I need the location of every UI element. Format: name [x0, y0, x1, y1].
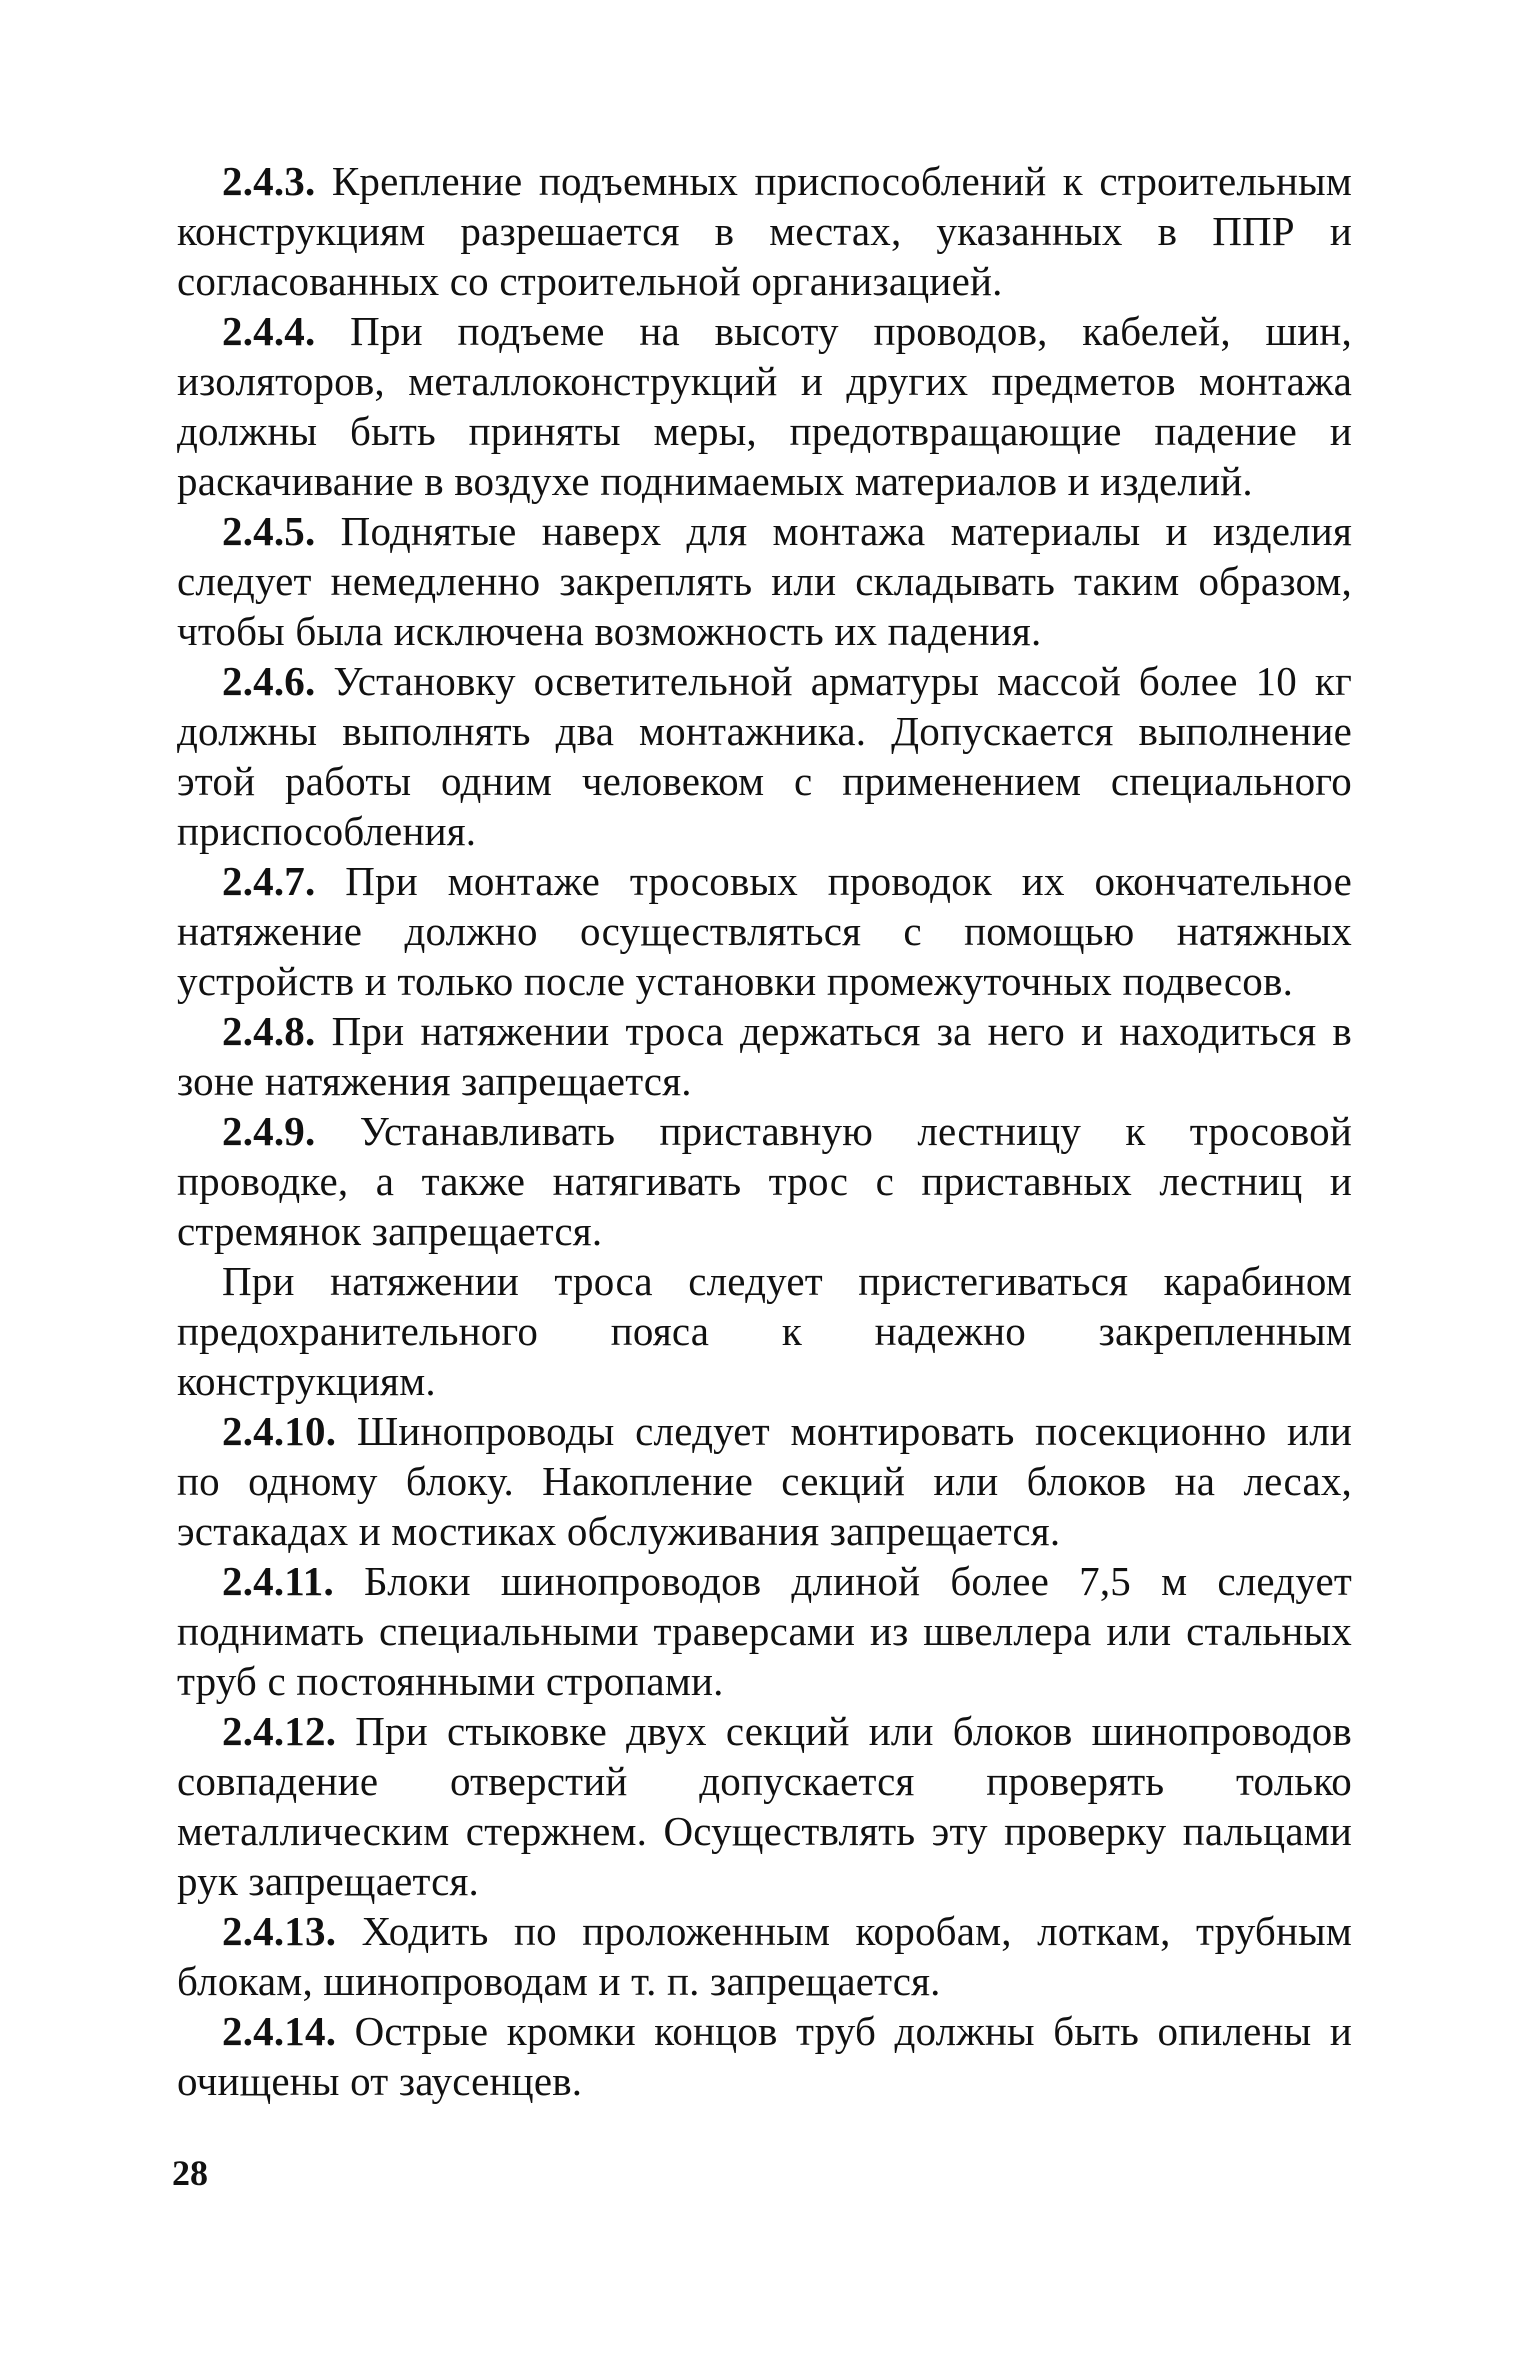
paragraph-2-4-7 — [177, 856, 1352, 1006]
paragraph-text: Крепление подъемных приспособлений к строительным конструкциям разрешается в местах, указанных в ППР и согласованных со строительной организацией. — [177, 158, 1352, 304]
clause-number: 2.4.4. — [222, 308, 316, 354]
clause-number: 2.4.3. — [222, 158, 316, 204]
clause-number: 2.4.14. — [222, 2008, 337, 2054]
paragraph-2-4-14 — [177, 2006, 1352, 2106]
paragraph-text: Острые кромки концов труб должны быть опилены и очищены от заусенцев. — [177, 2008, 1352, 2104]
paragraph-text: Поднятые наверх для монтажа материалы и изделия следует немедленно закреплять или складывать таким образом, чтобы была исключена возможность их падения. — [177, 508, 1352, 654]
paragraph-2-4-13 — [177, 1906, 1352, 2006]
paragraph-text: При натяжении троса держаться за него и находиться в зоне натяжения запрещается. — [177, 1008, 1352, 1104]
paragraph-2-4-8 — [177, 1006, 1352, 1106]
clause-number: 2.4.7. — [222, 858, 316, 904]
paragraph-2-4-9 — [177, 1106, 1352, 1256]
paragraph-2-4-4 — [177, 306, 1352, 506]
paragraph-text: Блоки шинопроводов длиной более 7,5 м следует поднимать специальными траверсами из швеллера или стальных труб с постоянными стропами. — [177, 1558, 1352, 1704]
paragraph-2-4-3 — [177, 156, 1352, 306]
clause-number: 2.4.9. — [222, 1108, 316, 1154]
paragraph-2-4-11 — [177, 1556, 1352, 1706]
clause-number: 2.4.12. — [222, 1708, 337, 1754]
clause-number: 2.4.6. — [222, 658, 316, 704]
paragraph-text: При монтаже тросовых проводок их окончательное натяжение должно осуществляться с помощью натяжных устройств и только после установки промежуточных подвесов. — [177, 858, 1352, 1004]
paragraph-text: Установку осветительной арматуры массой более 10 кг должны выполнять два монтажника. Допускается выполнение этой работы одним человеком с применением специального приспособления. — [177, 658, 1352, 854]
clause-number: 2.4.13. — [222, 1908, 337, 1954]
paragraph-2-4-12 — [177, 1706, 1352, 1906]
clause-number: 2.4.8. — [222, 1008, 316, 1054]
page-number: 28 — [172, 2153, 208, 2193]
body-text — [177, 156, 1352, 2106]
clause-number: 2.4.11. — [222, 1558, 334, 1604]
paragraph-text: Шинопроводы следует монтировать посекционно или по одному блоку. Накопление секций или блоков на лесах, эстакадах и мостиках обслуживания запрещается. — [177, 1408, 1352, 1554]
paragraph-text: Ходить по проложенным коробам, лоткам, трубным блокам, шинопроводам и т. п. запрещается. — [177, 1908, 1352, 2004]
paragraph-text: Устанавливать приставную лестницу к тросовой проводке, а также натягивать трос с приставных лестниц и стремянок запрещается. — [177, 1108, 1352, 1254]
clause-number: 2.4.10. — [222, 1408, 337, 1454]
paragraph-2-4-5 — [177, 506, 1352, 656]
paragraph-2-4-6 — [177, 656, 1352, 856]
paragraph-2-4-10 — [177, 1406, 1352, 1556]
paragraph-text: При стыковке двух секций или блоков шинопроводов совпадение отверстий допускается проверять только металлическим стержнем. Осуществлять эту проверку пальцами рук запрещается. — [177, 1708, 1352, 1904]
paragraph-text: При натяжении троса следует пристегиваться карабином предохранительного пояса к надежно закрепленным конструкциям. — [177, 1258, 1352, 1404]
paragraph-2-4-9-continued — [177, 1256, 1352, 1406]
clause-number: 2.4.5. — [222, 508, 316, 554]
paragraph-text: При подъеме на высоту проводов, кабелей, шин, изоляторов, металлоконструкций и других предметов монтажа должны быть приняты меры, предотвращающие падение и раскачивание в воздухе поднимаемых материалов и изделий. — [177, 308, 1352, 504]
